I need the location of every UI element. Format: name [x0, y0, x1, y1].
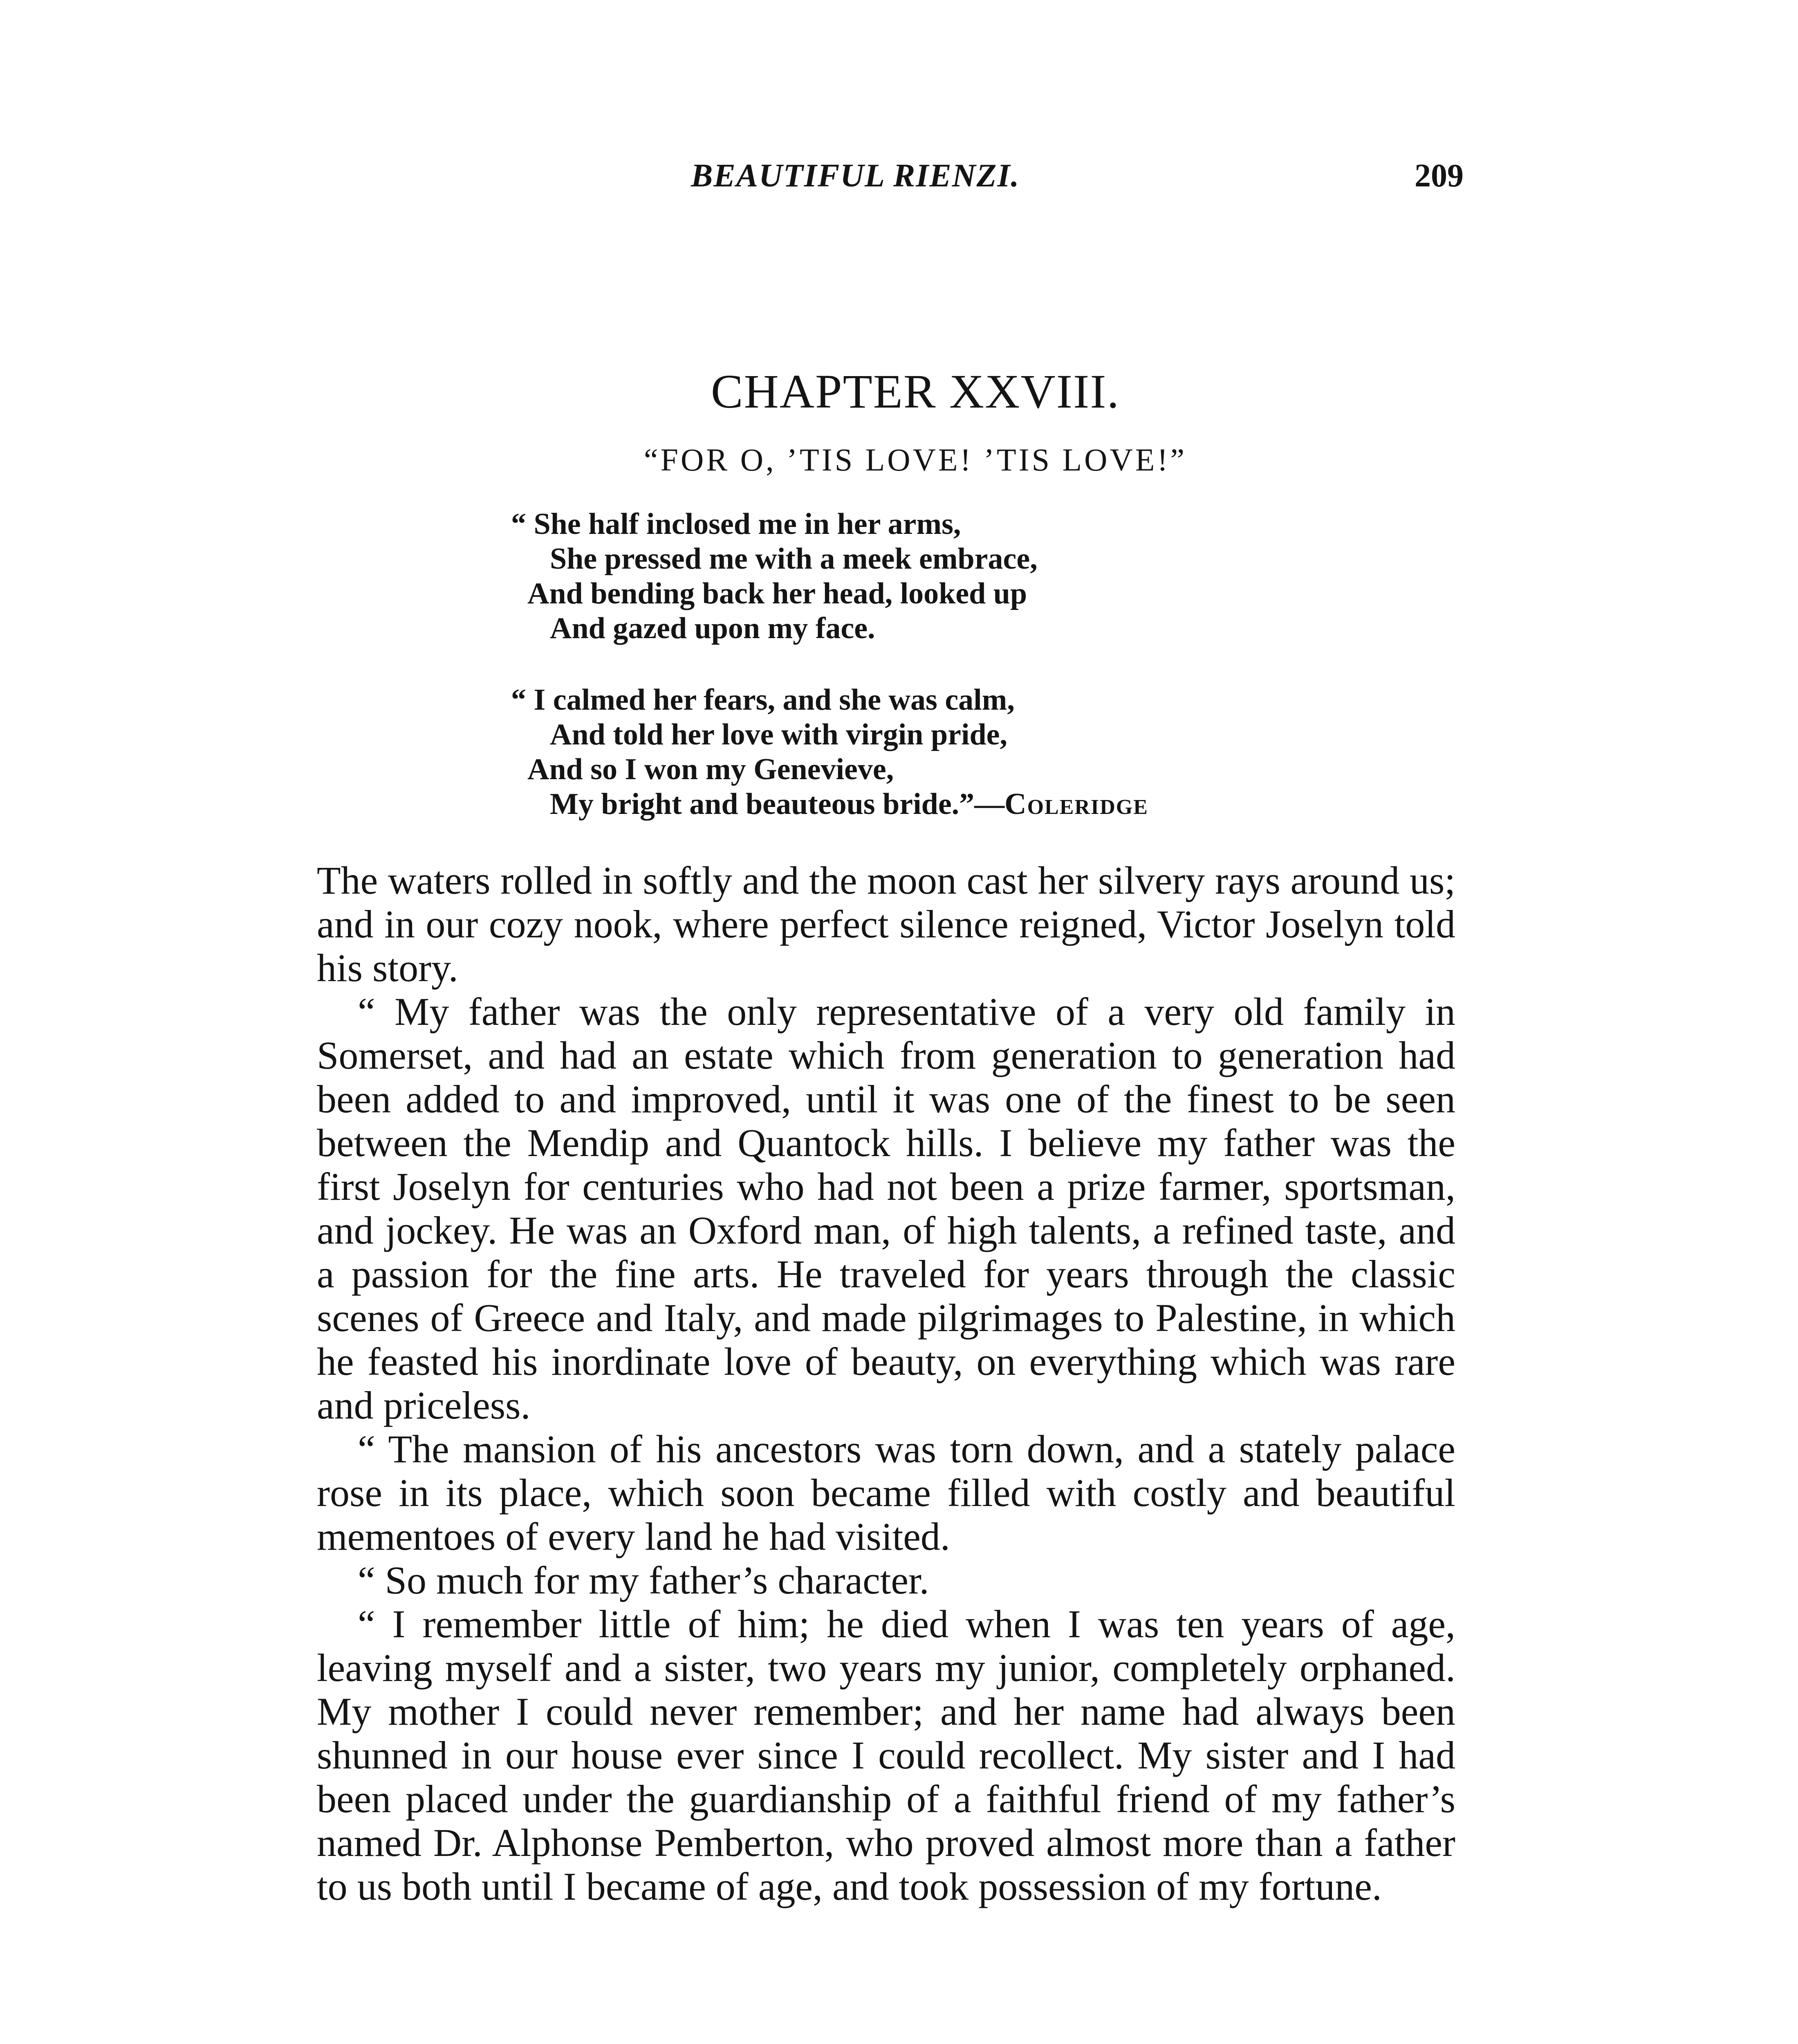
verse-line: And told her love with virgin pride, [550, 718, 1007, 751]
epigraph [511, 507, 1370, 858]
verse-line-text: My bright and beauteous bride.”— [550, 787, 1005, 821]
verse-line: “ She half inclosed me in her arms, [511, 507, 961, 541]
paragraph: “ So much for my father’s character. [358, 1558, 929, 1602]
chapter-subtitle: “FOR O, ’TIS LOVE! ’TIS LOVE!” [643, 442, 1187, 477]
paragraph: “ The mansion of his ancestors was torn down, and a stately palace rose in its place, which soon became filled with costly and beautiful mementoes of every land he had visited. [317, 1427, 1455, 1558]
verse-line: And gazed upon my face. [550, 612, 875, 645]
body-text [317, 858, 1455, 1908]
verse-line: And bending back her head, looked up [527, 577, 1027, 610]
epigraph-attribution: Coleridge [1004, 787, 1148, 821]
verse-line: She pressed me with a meek embrace, [550, 542, 1038, 576]
epigraph-stanza-2 [511, 683, 1370, 822]
page-number: 209 [1415, 158, 1464, 194]
verse-line: And so I won my Genevieve, [527, 753, 894, 786]
verse-line: “ I calmed her fears, and she was calm, [511, 683, 1015, 717]
epigraph-stanza-1 [511, 507, 1370, 646]
chapter-title: CHAPTER XXVIII. [711, 365, 1120, 418]
running-title: BEAUTIFUL RIENZI. [691, 158, 1020, 194]
running-head [0, 157, 1798, 219]
verse-line-with-attribution [511, 787, 1370, 822]
paragraph: “ My father was the only representative of a very old family in Somerset, and had an estate which from generation to generation had been added to and improved, until it was one of the finest to be seen between the Mendip and Quantock hills. I believe my father was the first Joselyn for centuries who had not been a prize farmer, sportsman, and jockey. He was an Oxford man, of high talents, a refined taste, and a passion for the fine arts. He traveled for years through the classic scenes of Greece and Italy, and made pilgrimages to Palestine, in which he feasted his inordinate love of beauty, on everything which was rare and priceless. [317, 990, 1455, 1427]
paragraph: The waters rolled in softly and the moon cast her silvery rays around us; and in our cozy nook, where perfect silence reigned, Victor Joselyn told his story. [317, 858, 1455, 990]
paragraph: “ I remember little of him; he died when I was ten years of age, leaving myself and a sister, two years my junior, completely orphaned. My mother I could never remember; and her name had always been shunned in our house ever since I could recollect. My sister and I had been placed under the guardianship of a faithful friend of my father’s named Dr. Alphonse Pemberton, who proved almost more than a father to us both until I became of age, and took possession of my fortune. [317, 1602, 1455, 1908]
